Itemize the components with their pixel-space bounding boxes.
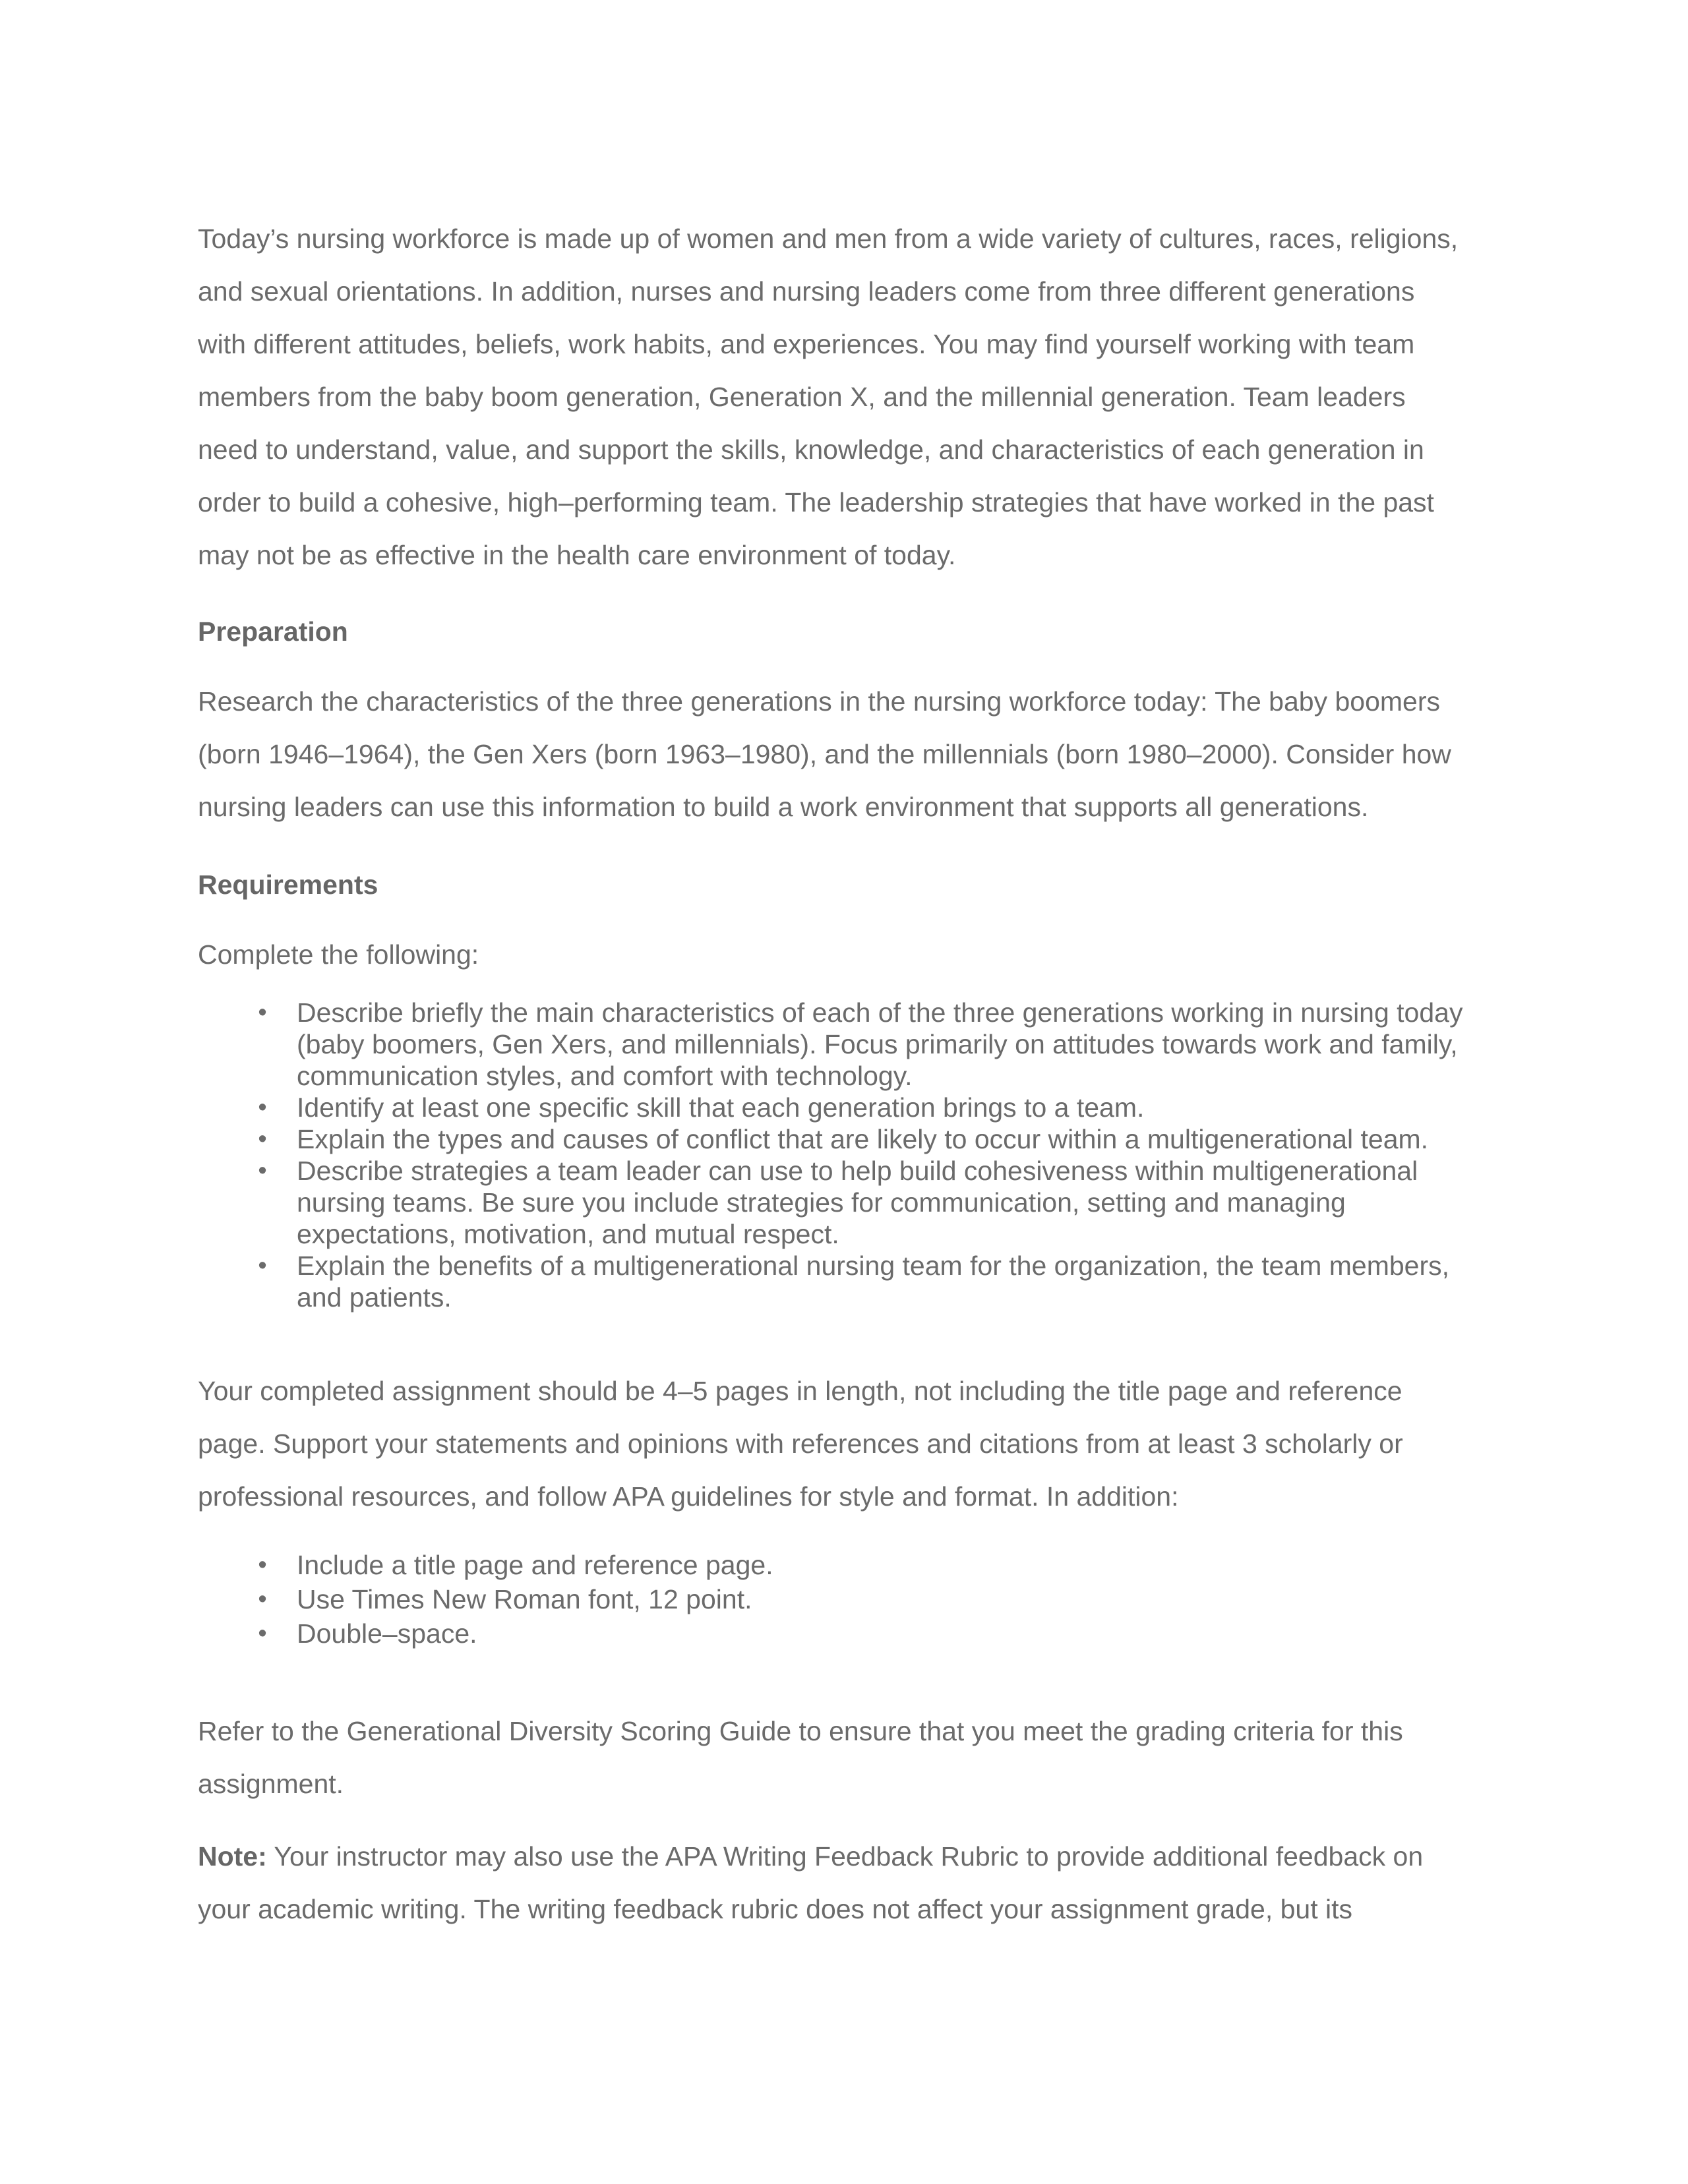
requirements-intro: Complete the following: — [198, 939, 479, 970]
bullet-icon: • — [258, 1551, 267, 1579]
note-paragraph — [198, 1830, 1490, 1935]
intro-line: Today’s nursing workforce is made up of women and men from a wide variety of cultures, races, religions, — [198, 223, 1459, 254]
length-line: professional resources, and follow APA guidelines for style and format. In addition: — [198, 1481, 1179, 1512]
list-item — [198, 1092, 1490, 1123]
format-list — [198, 1548, 1490, 1651]
preparation-paragraph — [198, 675, 1490, 833]
bullet-icon: • — [258, 1252, 267, 1280]
list-item-line: Explain the benefits of a multigenerational nursing team for the organization, the team members, — [297, 1251, 1450, 1281]
preparation-line: nursing leaders can use this information to build a work environment that supports all generations. — [198, 792, 1369, 822]
list-item-line: Include a title page and reference page. — [297, 1550, 773, 1580]
list-item-line: Describe strategies a team leader can use to help build cohesiveness within multigenerational — [297, 1156, 1418, 1186]
document-body — [198, 212, 1490, 1935]
note-label: Note: — [198, 1841, 267, 1872]
list-item — [198, 1155, 1490, 1250]
intro-line: order to build a cohesive, high–performing team. The leadership strategies that have worked in the past — [198, 487, 1434, 517]
length-paragraph — [198, 1365, 1490, 1523]
intro-line: with different attitudes, beliefs, work habits, and experiences. You may find yourself working with team — [198, 329, 1415, 359]
refer-line: assignment. — [198, 1769, 344, 1799]
intro-line: members from the baby boom generation, Generation X, and the millennial generation. Team leaders — [198, 382, 1406, 412]
note-text: Your instructor may also use the APA Writing Feedback Rubric to provide additional feedback on — [266, 1841, 1424, 1872]
refer-paragraph — [198, 1705, 1490, 1810]
preparation-heading: Preparation — [198, 616, 348, 647]
length-line: page. Support your statements and opinions with references and citations from at least 3 scholarly or — [198, 1429, 1403, 1459]
list-item-line: communication styles, and comfort with technology. — [297, 1061, 913, 1091]
requirements-list — [198, 997, 1490, 1313]
intro-paragraph — [198, 212, 1490, 581]
bullet-icon: • — [258, 999, 267, 1026]
list-item-line: and patients. — [297, 1282, 452, 1313]
refer-line: Refer to the Generational Diversity Scoring Guide to ensure that you meet the grading criteria for this — [198, 1716, 1403, 1746]
list-item-line: (baby boomers, Gen Xers, and millennials). Focus primarily on attitudes towards work and family, — [297, 1029, 1458, 1059]
note-line — [198, 1830, 1490, 1883]
bullet-icon: • — [258, 1157, 267, 1185]
intro-line: may not be as effective in the health care environment of today. — [198, 540, 956, 570]
note-line: your academic writing. The writing feedback rubric does not affect your assignment grade, but its — [198, 1894, 1352, 1924]
preparation-line: Research the characteristics of the three generations in the nursing workforce today: The baby boomers — [198, 686, 1440, 717]
list-item-line: nursing teams. Be sure you include strategies for communication, setting and managing — [297, 1187, 1346, 1218]
intro-line: and sexual orientations. In addition, nurses and nursing leaders come from three different generations — [198, 276, 1415, 307]
list-item-line: expectations, motivation, and mutual respect. — [297, 1219, 839, 1249]
bullet-icon: • — [258, 1620, 267, 1647]
bullet-icon: • — [258, 1125, 267, 1153]
list-item-line: Describe briefly the main characteristics of each of the three generations working in nursing today — [297, 997, 1463, 1028]
preparation-line: (born 1946–1964), the Gen Xers (born 1963–1980), and the millennials (born 1980–2000). Consider how — [198, 739, 1451, 769]
list-item-line: Identify at least one specific skill that each generation brings to a team. — [297, 1092, 1145, 1123]
list-item — [198, 1616, 1490, 1651]
list-item — [198, 1123, 1490, 1155]
list-item-line: Explain the types and causes of conflict that are likely to occur within a multigenerational team. — [297, 1124, 1429, 1154]
list-item-line: Double–space. — [297, 1618, 477, 1649]
list-item — [198, 1250, 1490, 1313]
bullet-icon: • — [258, 1585, 267, 1613]
list-item-line: Use Times New Roman font, 12 point. — [297, 1584, 752, 1614]
length-line: Your completed assignment should be 4–5 pages in length, not including the title page and reference — [198, 1376, 1402, 1406]
intro-line: need to understand, value, and support the skills, knowledge, and characteristics of each generation in — [198, 434, 1424, 465]
requirements-heading: Requirements — [198, 870, 378, 900]
list-item — [198, 1582, 1490, 1616]
list-item — [198, 997, 1490, 1092]
bullet-icon: • — [258, 1094, 267, 1121]
list-item — [198, 1548, 1490, 1582]
